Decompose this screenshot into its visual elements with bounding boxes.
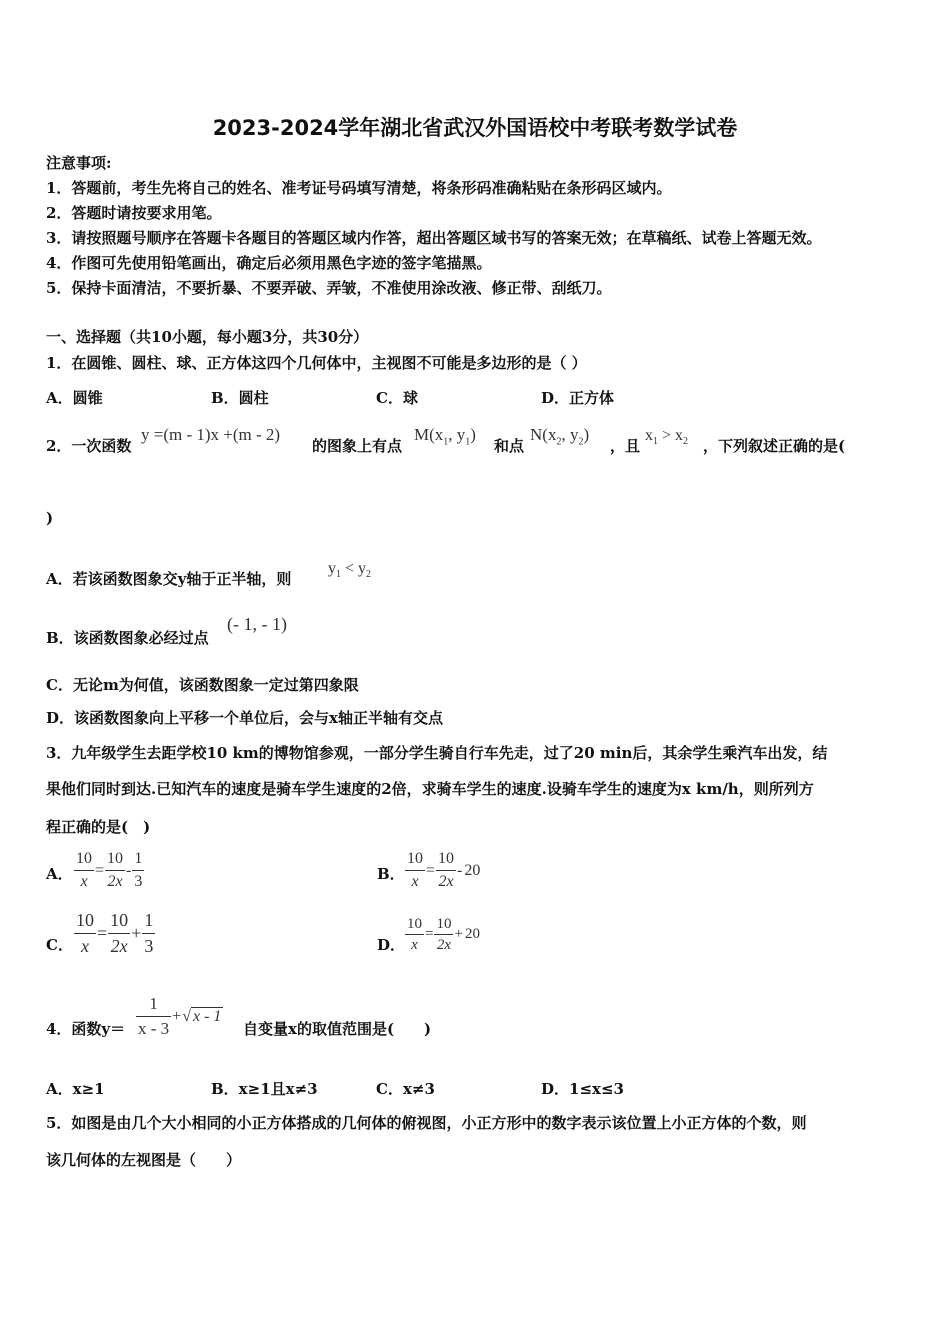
q2-option-b: B．该函数图象必经过点 (46, 629, 209, 647)
q2-text: ，且 (610, 437, 641, 455)
question-3-line: 果他们同时到达.已知汽车的速度是骑车学生速度的2倍，求骑车学生的速度.设骑车学生的速度为x km/h，则所列方 (46, 780, 814, 798)
question-5-line: 该几何体的左视图是（ ） (46, 1151, 242, 1169)
question-5-line: 5．如图是由几个大小相同的小正方体搭成的几何体的俯视图，小正方形中的数字表示该位置上小正方体的个数，则 (46, 1114, 807, 1132)
q2-option-d: D．该函数图象向上平移一个单位后，会与x轴正半轴有交点 (46, 709, 443, 727)
notice-item: 3．请按照题号顺序在答题卡各题目的答题区域内作答，超出答题区域书写的答案无效；在草稿纸、试卷上答题无效。 (46, 229, 822, 247)
q4-option-d: D．1≤x≤3 (541, 1080, 624, 1098)
question-3-line: 3．九年级学生去距学校10 km的博物馆参观，一部分学生骑自行车先走，过了20 min后，其余学生乘汽车出发，结 (46, 744, 828, 762)
question-2-prefix: 2．一次函数 (46, 437, 132, 455)
q2-text: ，下列叙述正确的是( (703, 437, 846, 455)
question-1-stem: 1．在圆锥、圆柱、球、正方体这四个几何体中，主视图不可能是多边形的是（ ） (46, 354, 587, 372)
q2-option-c: C．无论m为何值，该函数图象一定过第四象限 (46, 676, 359, 694)
q3-option-c-equation: $\frac{10}{x}$ = $\frac{10}{2x}$ + $\frac{1}{3}$ (76, 910, 154, 956)
q3-option-c-label: C． (46, 936, 73, 954)
q3-option-a-label: A． (46, 865, 73, 883)
q2-option-a-math: $y_1 < y_2$ (328, 560, 372, 581)
q1-option-d: D．正方体 (541, 389, 615, 407)
q4-function: $\frac{1}{x - 3}$ +√ x - 1 (138, 994, 222, 1038)
q2-point-m: $M(x_1$, $y_1$) (414, 425, 476, 448)
q2-option-b-math: (- 1, - 1) (227, 614, 287, 634)
section-heading: 一、选择题（共10小题，每小题3分，共30分） (46, 328, 369, 346)
q1-option-a: A．圆锥 (46, 389, 103, 407)
notice-item: 4．作图可先使用铅笔画出，确定后必须用黑色字迹的签字笔描黑。 (46, 254, 492, 272)
q3-option-b-equation: $\frac{10}{x}$ = $\frac{10}{2x}$ - 20 (407, 850, 481, 890)
q4-suffix: 自变量x的取值范围是( ) (243, 1020, 432, 1038)
q2-text: 和点 (494, 437, 525, 455)
q2-option-a: A．若该函数图象交y轴于正半轴，则 (46, 570, 292, 588)
q2-point-n: $N(x_2$, $y_2$) (530, 425, 590, 448)
notice-heading: 注意事项: (46, 154, 112, 172)
q2-paren: ) (46, 509, 54, 527)
question-3-line: 程正确的是( ) (46, 818, 151, 836)
q2-text: 的图象上有点 (312, 437, 403, 455)
notice-item: 2．答题时请按要求用笔。 (46, 204, 222, 222)
question-4-prefix: 4．函数y＝ (46, 1020, 126, 1038)
q1-option-c: C．球 (376, 389, 418, 407)
q3-option-a-equation: $\frac{10}{x}$ = $\frac{10}{2x}$ - $\frac{1}{3}$ (76, 850, 143, 890)
q1-option-b: B．圆柱 (211, 389, 269, 407)
q3-option-b-label: B． (377, 865, 405, 883)
notice-item: 1．答题前，考生先将自己的姓名、准考证号码填写清楚，将条形码准确粘贴在条形码区域内。 (46, 179, 672, 197)
q3-option-d-equation: $\frac{10}{x}$ = $\frac{10}{2x}$ + 20 (407, 916, 480, 953)
q4-option-a: A．x≥1 (46, 1080, 105, 1098)
notice-item: 5．保持卡面清洁，不要折暴、不要弄破、弄皱，不准使用涂改液、修正带、刮纸刀。 (46, 279, 612, 297)
q4-option-b: B．x≥1且x≠3 (211, 1080, 318, 1098)
page-title: 2023-2024学年湖北省武汉外国语校中考联考数学试卷 (212, 116, 738, 140)
q3-option-d-label: D． (377, 936, 406, 954)
q2-condition: $x_1 > x_2$ (645, 427, 689, 448)
q2-function: y =(m - 1)x +(m - 2) (141, 425, 281, 444)
q4-option-c: C．x≠3 (376, 1080, 435, 1098)
